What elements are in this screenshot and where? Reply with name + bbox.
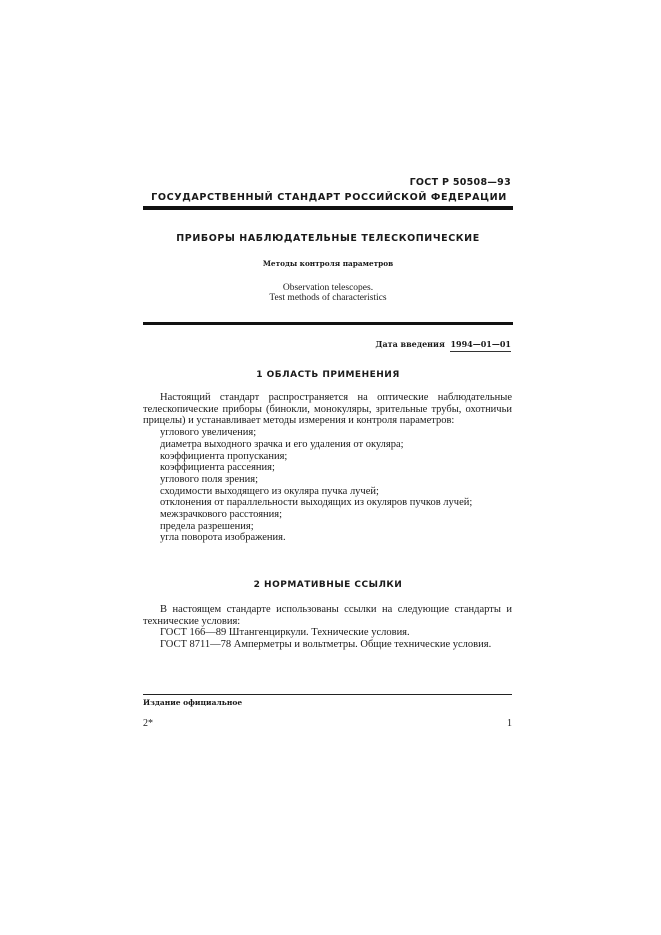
signature-mark: 2* — [143, 718, 153, 729]
intro-date-value: 1994—01—01 — [450, 339, 511, 352]
section-2-paragraph: В настоящем стандарте использованы ссылки на следующие стандарты и технические условия: — [143, 604, 512, 627]
section-2-heading: 2 НОРМАТИВНЫЕ ССЫЛКИ — [253, 580, 403, 590]
page-number: 1 — [507, 718, 512, 729]
scope-item: отклонения от параллельности выходящих из окуляров пучков лучей; — [160, 497, 473, 509]
section-2-body — [143, 604, 512, 651]
scope-item: предела разрешения; — [160, 520, 254, 532]
intro-date-label: Дата введения — [375, 339, 445, 349]
document-title: ПРИБОРЫ НАБЛЮДАТЕЛЬНЫЕ ТЕЛЕСКОПИЧЕСКИЕ — [176, 233, 480, 244]
edition-label: Издание официальное — [143, 698, 243, 707]
section-1-paragraph: Настоящий стандарт распространяется на оптические наблюдательные телескопические приборы (бинокли, монокуляры, зрительные трубы, охотничьи прицелы) и устанавливает методы измерения и контроля параметров: — [143, 392, 512, 427]
scope-item: межзрачкового расстояния; — [160, 509, 283, 521]
scope-item: диаметра выходного зрачка и его удаления от окуляра; — [160, 438, 404, 450]
section-1-body — [143, 392, 512, 544]
state-standard-heading: ГОСУДАРСТВЕННЫЙ СТАНДАРТ РОССИЙСКОЙ ФЕДЕРАЦИИ — [151, 192, 507, 203]
scope-item: коэффициента рассеяния; — [160, 462, 275, 474]
scope-item: углового увеличения; — [160, 427, 257, 439]
document-subtitle: Методы контроля параметров — [262, 259, 394, 268]
scope-item: коэффициента пропускания; — [160, 450, 288, 462]
reference-item: ГОСТ 8711—78 Амперметры и вольтметры. Общие технические условия. — [160, 639, 492, 651]
intro-date — [375, 339, 511, 349]
scope-item: углового поля зрения; — [160, 473, 259, 485]
header-rule — [143, 206, 513, 210]
scope-item: сходимости выходящего из окуляра пучка лучей; — [160, 485, 379, 497]
scope-item: угла поворота изображения. — [160, 532, 286, 544]
gost-code: ГОСТ Р 50508—93 — [409, 177, 511, 188]
english-title-line2: Test methods of characteristics — [269, 293, 387, 303]
title-rule — [143, 322, 513, 325]
english-title-line1: Observation telescopes. — [282, 283, 374, 293]
english-title — [143, 283, 513, 303]
section-1-heading: 1 ОБЛАСТЬ ПРИМЕНЕНИЯ — [256, 370, 400, 380]
reference-item: ГОСТ 166—89 Штангенциркули. Технические условия. — [160, 627, 410, 639]
footer-rule — [143, 694, 512, 695]
